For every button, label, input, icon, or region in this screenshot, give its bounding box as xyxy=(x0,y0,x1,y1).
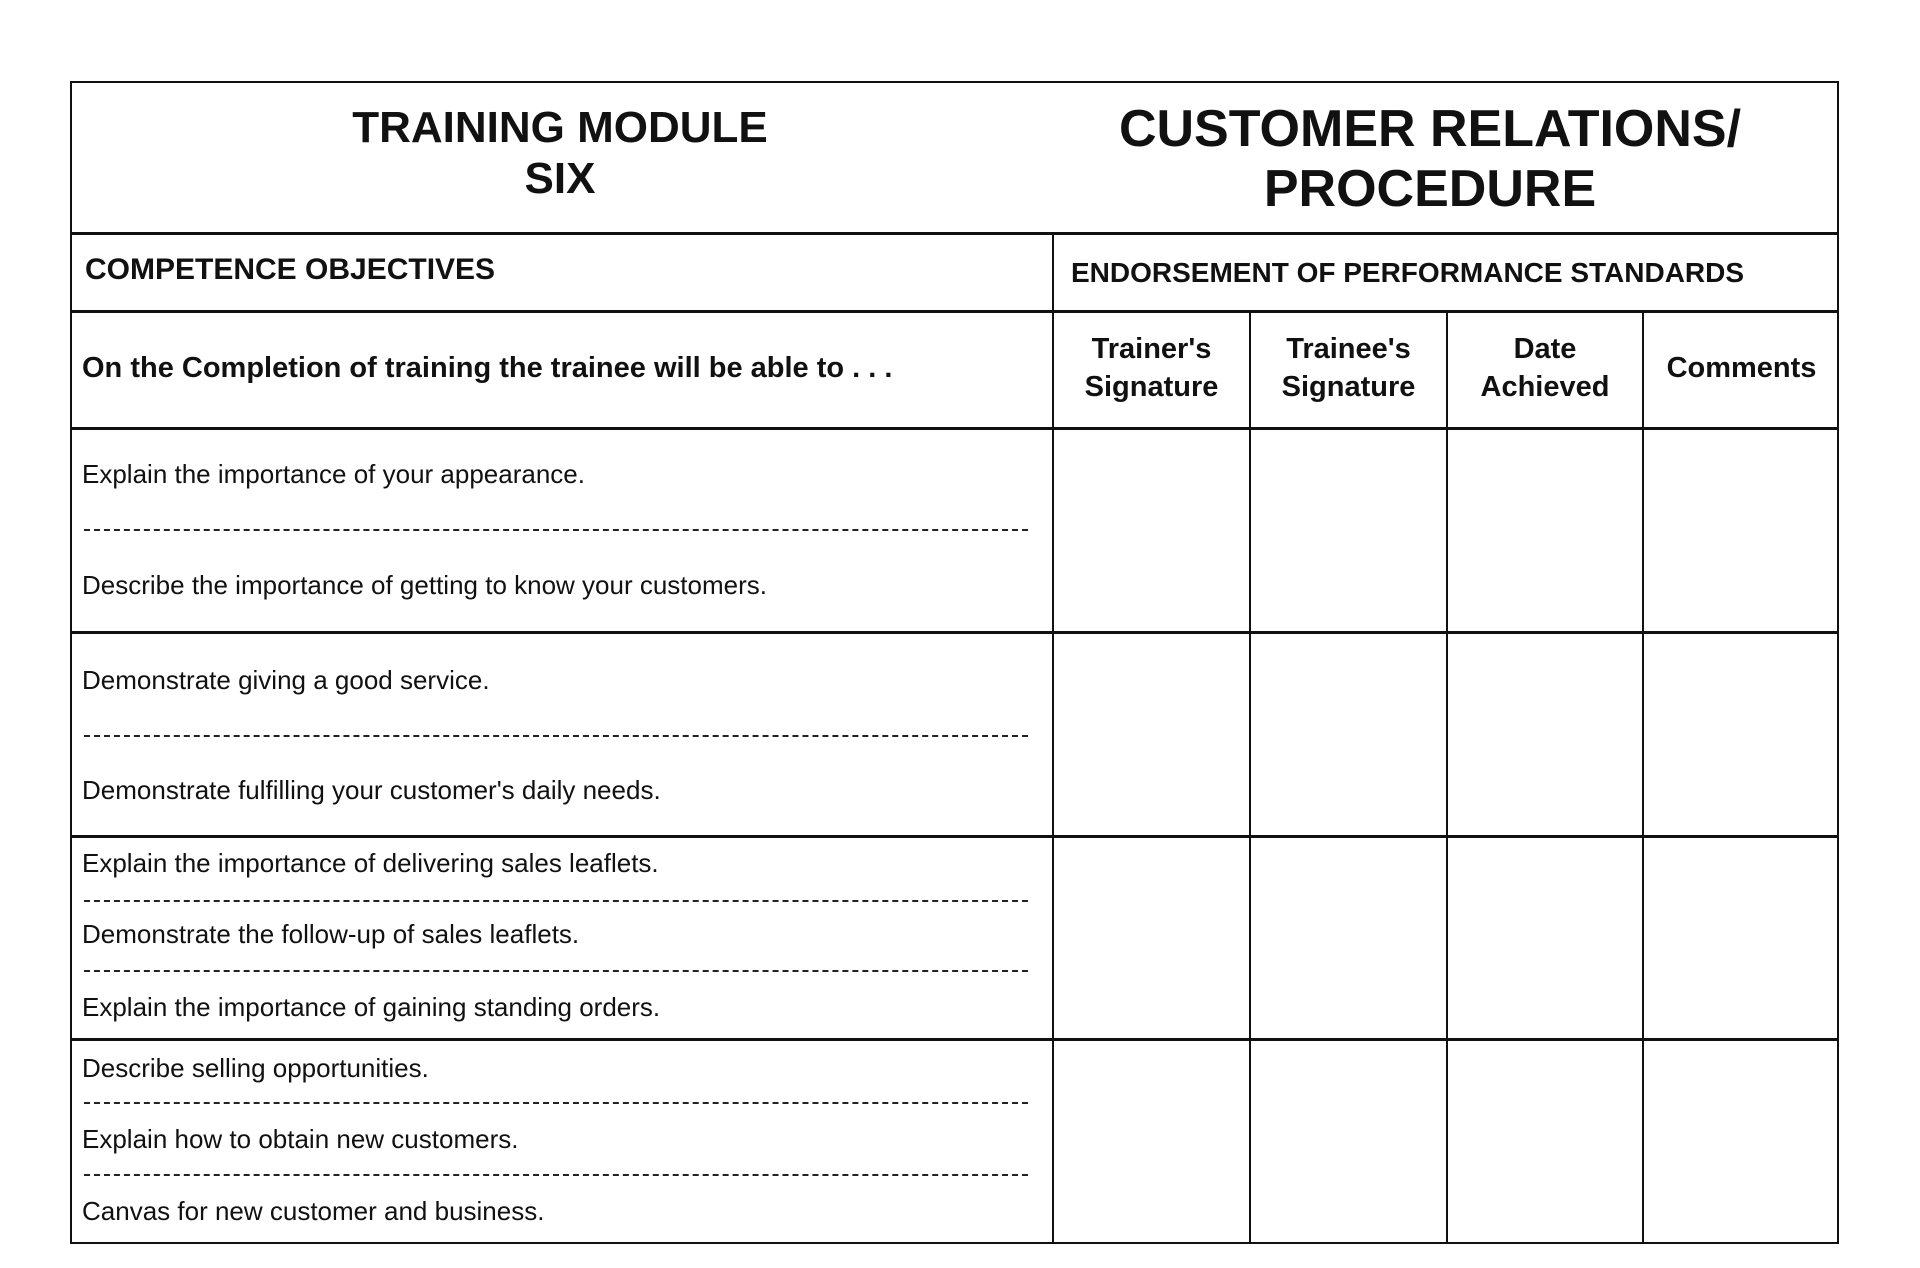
objective-item: Demonstrate the follow-up of sales leaflets. xyxy=(82,919,580,949)
trainee-signature-header xyxy=(1251,311,1446,427)
competence-objectives-heading: COMPETENCE OBJECTIVES xyxy=(85,253,496,286)
divider xyxy=(1446,311,1448,1243)
dashed-separator xyxy=(84,900,1028,902)
header-line: Signature xyxy=(1084,371,1219,403)
dashed-separator xyxy=(84,1102,1028,1104)
divider xyxy=(70,232,1839,235)
topic-title xyxy=(1060,100,1800,220)
dashed-separator xyxy=(84,735,1028,737)
objective-item: Explain the importance of gaining standing orders. xyxy=(82,992,661,1022)
date-achieved-header xyxy=(1448,311,1642,427)
divider xyxy=(70,835,1839,838)
comments-header: Comments xyxy=(1666,352,1817,385)
intro-text: On the Completion of training the trainee will be able to . . . xyxy=(82,352,893,385)
header-line: Trainer's xyxy=(1091,333,1212,366)
trainer-signature-header xyxy=(1054,311,1249,427)
topic-title-line: PROCEDURE xyxy=(1263,159,1597,218)
header-line: Trainee's xyxy=(1286,333,1411,366)
objective-item: Explain the importance of your appearance. xyxy=(82,459,585,489)
header-line: Signature xyxy=(1281,371,1416,403)
divider xyxy=(1642,311,1644,1243)
divider xyxy=(1249,311,1251,1243)
divider xyxy=(70,1038,1839,1041)
dashed-separator xyxy=(84,970,1028,972)
objective-item: Canvas for new customer and business. xyxy=(82,1196,545,1226)
endorsement-heading: ENDORSEMENT OF PERFORMANCE STANDARDS xyxy=(1071,257,1745,288)
module-title xyxy=(250,103,870,204)
objective-item: Describe selling opportunities. xyxy=(82,1053,429,1083)
divider xyxy=(70,631,1839,634)
divider xyxy=(70,427,1839,430)
objective-item: Explain how to obtain new customers. xyxy=(82,1124,519,1154)
dashed-separator xyxy=(84,529,1028,531)
objective-item: Describe the importance of getting to know your customers. xyxy=(82,570,767,600)
module-title-line: TRAINING MODULE xyxy=(352,103,768,152)
dashed-separator xyxy=(84,1174,1028,1176)
topic-title-line: CUSTOMER RELATIONS/ xyxy=(1118,100,1742,158)
header-line: Achieved xyxy=(1480,371,1610,403)
objective-item: Demonstrate fulfilling your customer's daily needs. xyxy=(82,775,661,805)
objective-item: Demonstrate giving a good service. xyxy=(82,665,490,695)
objective-item: Explain the importance of delivering sales leaflets. xyxy=(82,848,659,878)
header-line: Date xyxy=(1513,333,1577,366)
module-number: SIX xyxy=(524,153,596,203)
